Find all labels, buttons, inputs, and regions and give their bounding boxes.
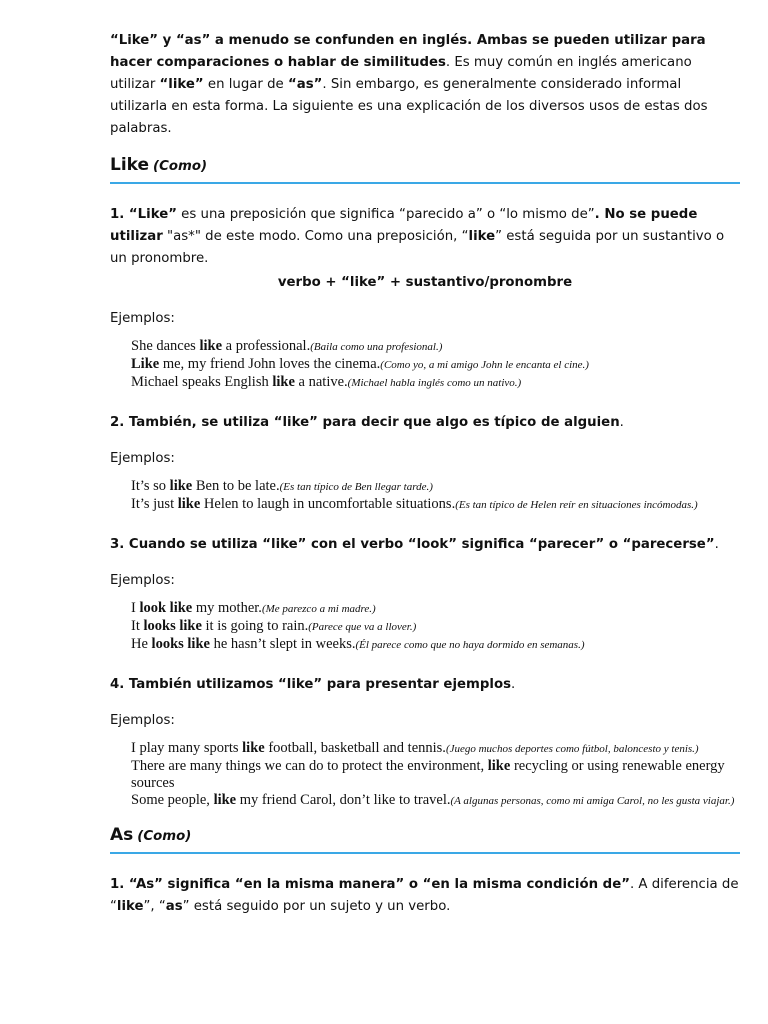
example-list-1 bbox=[131, 338, 740, 392]
as-rule1-bold-1: 1. “As” significa “en la misma manera” o “en la misma condición de” bbox=[110, 877, 630, 892]
ejemplos-label-1: Ejemplos: bbox=[110, 311, 175, 326]
rule2-text-1: . bbox=[619, 415, 624, 430]
like-formula: verbo + “like” + sustantivo/pronombre bbox=[277, 275, 573, 290]
as-rule1-text-3: ” está seguido por un sujeto y un verbo. bbox=[182, 899, 451, 914]
example-item: He looks like he hasn’t slept in weeks.(Él parece como que no haya dormido en semanas.) bbox=[131, 636, 585, 652]
rule1-text-1: es una preposición que significa “parecido a” o “lo mismo de” bbox=[176, 207, 595, 222]
intro-text-1: . Es muy común en inglés americano utilizar bbox=[110, 55, 692, 92]
as-rule-1 bbox=[110, 874, 740, 918]
example-item: There are many things we can do to protect the environment, like recycling or using renewable energy sources bbox=[131, 758, 725, 791]
like-heading bbox=[110, 152, 740, 184]
like-rule-4 bbox=[110, 674, 740, 696]
as-heading bbox=[110, 822, 740, 854]
intro-bold-1: “Like” y “as” a menudo se confunden en inglés. Ambas se pueden utilizar para hacer comparaciones o hablar de similitudes bbox=[110, 33, 706, 70]
intro-text-3: . Sin embargo, es generalmente considerado informal utilizarla en esta forma. La siguiente es una explicación de los diversos usos de estas dos palabras. bbox=[110, 77, 708, 136]
example-item: It’s just like Helen to laugh in uncomfortable situations.(Es tan típico de Helen reír en situaciones incómodas.) bbox=[131, 496, 698, 512]
intro-text-2: en lugar de bbox=[203, 77, 288, 92]
as-heading-subtitle: (Como) bbox=[137, 829, 192, 844]
rule3-text-1: . bbox=[714, 537, 719, 552]
as-rule1-text-1: . A diferencia de “ bbox=[110, 877, 739, 914]
rule1-bold-1: 1. “Like” bbox=[110, 207, 177, 222]
as-rule1-text-2: ”, “ bbox=[143, 899, 166, 914]
as-heading-title: As bbox=[110, 825, 134, 845]
example-list-4 bbox=[131, 740, 740, 810]
like-rule-3 bbox=[110, 534, 740, 556]
like-heading-subtitle: (Como) bbox=[153, 159, 208, 174]
ejemplos-label-3: Ejemplos: bbox=[110, 573, 175, 588]
example-item: Some people, like my friend Carol, don’t like to travel.(A algunas personas, como mi amiga Carol, no les gusta viajar.) bbox=[131, 792, 735, 808]
rule4-text-1: . bbox=[511, 677, 516, 692]
like-rule-2 bbox=[110, 412, 740, 434]
example-list-2 bbox=[131, 478, 740, 514]
example-item: I look like my mother.(Me parezco a mi madre.) bbox=[131, 600, 376, 616]
as-rule1-bold-2: like bbox=[116, 899, 144, 914]
ejemplos-label-2: Ejemplos: bbox=[110, 451, 175, 466]
rule3-bold-1: 3. Cuando se utiliza “like” con el verbo “look” significa “parecer” o “parecerse” bbox=[110, 537, 715, 552]
example-item: I play many sports like football, basketball and tennis.(Juego muchos deportes como fútbol, baloncesto y tenis.) bbox=[131, 740, 699, 756]
rule1-text-3: ” está seguida por un sustantivo o un pronombre. bbox=[110, 229, 725, 266]
rule2-bold-1: 2. También, se utiliza “like” para decir que algo es típico de alguien bbox=[110, 415, 620, 430]
ejemplos-label-4: Ejemplos: bbox=[110, 713, 175, 728]
example-item: Michael speaks English like a native.(Michael habla inglés como un nativo.) bbox=[131, 374, 522, 390]
rule1-bold-3: like bbox=[468, 229, 496, 244]
like-rule-1 bbox=[110, 204, 740, 270]
rule1-bold-2: . No se puede utilizar bbox=[110, 207, 698, 244]
document-page bbox=[110, 30, 740, 918]
rule1-text-2: "as*" de este modo. Como una preposición, “ bbox=[162, 229, 469, 244]
like-heading-title: Like bbox=[110, 155, 150, 175]
intro-bold-2: “like” bbox=[159, 77, 204, 92]
intro-bold-3: “as” bbox=[287, 77, 323, 92]
example-item: It looks like it is going to rain.(Parece que va a llover.) bbox=[131, 618, 417, 634]
rule4-bold-1: 4. También utilizamos “like” para presentar ejemplos bbox=[110, 677, 512, 692]
example-list-3 bbox=[131, 600, 740, 654]
example-item: Like me, my friend John loves the cinema.(Como yo, a mi amigo John le encanta el cine.) bbox=[131, 356, 589, 372]
intro-paragraph bbox=[110, 30, 740, 140]
as-rule1-bold-3: as bbox=[165, 899, 183, 914]
example-item: It’s so like Ben to be late.(Es tan típico de Ben llegar tarde.) bbox=[131, 478, 433, 494]
example-item: She dances like a professional.(Baila como una profesional.) bbox=[131, 338, 443, 354]
